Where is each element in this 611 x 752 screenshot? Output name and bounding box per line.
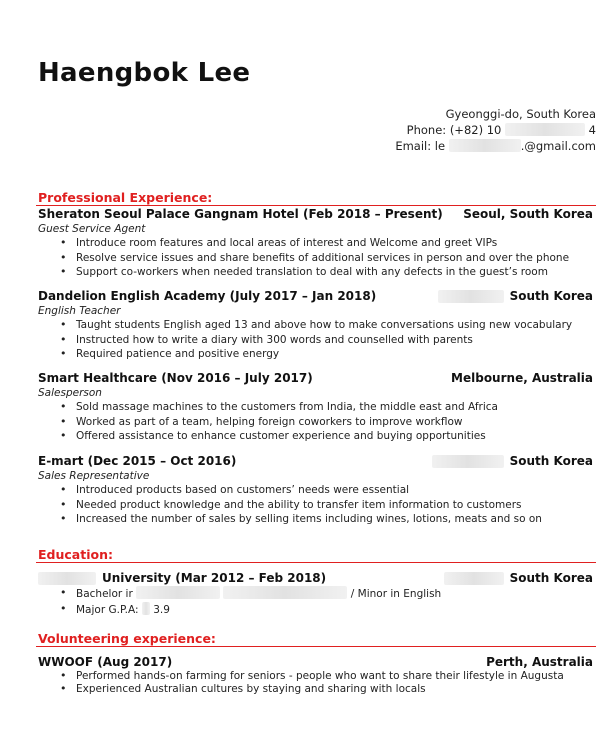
redacted-city [438,290,504,303]
redacted-major [223,586,347,599]
bachelor-suffix: / Minor in English [350,588,442,600]
redacted-phone [505,123,585,136]
job-title: Sheraton Seoul Palace Gangnam Hotel (Feb 2018 – Present) [38,207,443,221]
list-item: • Taught students English aged 13 and above how to make conversations using new vocabulary [76,318,593,333]
list-item [76,586,593,602]
job-header [38,371,593,386]
email-suffix: .@gmail.com [520,139,596,153]
job-location: Seoul, South Korea [463,207,593,221]
education-title: University (Mar 2012 – Feb 2018) [102,571,327,585]
education-location-wrap [444,571,593,586]
list-item [76,602,593,618]
contact-location: Gyeonggi-do, South Korea [445,107,596,121]
volunteer-title: WWOOF (Aug 2017) [38,655,173,669]
job-role: Sales Representative [38,470,150,482]
volunteer-location: Perth, Australia [486,655,593,669]
job-header [38,454,593,469]
job-role: Guest Service Agent [38,223,146,235]
job-entry [38,207,593,280]
job-bullets [38,483,593,527]
job-entry [38,371,593,444]
job-header [38,207,593,222]
gpa-value: 3.9 [153,603,170,616]
list-item: • Needed product knowledge and the ability to transfer item information to customers [76,498,593,513]
section-title: Professional Experience: [36,191,596,206]
redacted-gpa [142,602,150,615]
job-header [38,289,593,304]
job-location: South Korea [509,454,593,468]
list-item: • Offered assistance to enhance customer experience and buying opportunities [76,429,593,444]
job-bullets [38,318,593,362]
education-header [38,571,593,586]
job-bullets [38,400,593,444]
volunteer-bullets [38,670,593,695]
redacted-email [449,139,521,152]
volunteer-entry [38,655,593,695]
section-title: Volunteering experience: [36,632,596,647]
list-item: • Resolve service issues and share benefits of additional services in person and over the phone [76,251,593,266]
bachelor-prefix: Bachelor ir [76,588,133,600]
list-item: • Introduced products based on customers’ needs were essential [76,483,593,498]
list-item: • Worked as part of a team, helping foreign coworkers to improve workflow [76,415,593,430]
list-item: • Experienced Australian cultures by staying and sharing with locals [76,683,593,696]
job-entry [38,454,593,527]
job-title: Dandelion English Academy (July 2017 – Jan 2018) [38,289,377,303]
section-education [36,548,596,563]
phone-suffix: 4 [588,123,596,137]
job-bullets [38,236,593,280]
redacted-city [432,455,504,468]
contact-phone [395,122,596,138]
list-item: • Required patience and positive energy [76,347,593,362]
list-item: • Support co-workers when needed translation to deal with any defects in the guest’s room [76,265,593,280]
job-role: Salesperson [38,387,102,399]
education-bullets [38,586,593,617]
contact-block [395,106,596,154]
job-location-wrap [432,454,593,469]
education-entry [38,571,593,617]
education-location: South Korea [509,571,593,585]
job-title: Smart Healthcare (Nov 2016 – July 2017) [38,371,313,385]
list-item: • Instructed how to write a diary with 300 words and counselled with parents [76,333,593,348]
section-volunteering [36,632,596,647]
list-item: • Increased the number of sales by selling items including wines, lotions, meats and so on [76,512,593,527]
redacted-major [136,586,220,599]
job-role: English Teacher [38,305,121,317]
volunteer-header [38,655,593,670]
contact-email [395,138,596,154]
job-location: South Korea [509,289,593,303]
email-prefix: Email: le [395,139,446,153]
job-location: Melbourne, Australia [451,371,593,385]
section-professional [36,191,596,206]
list-item: • Performed hands-on farming for seniors - people who want to share their lifestyle in Augusta [76,670,593,683]
list-item: • Introduce room features and local areas of interest and Welcome and greet VIPs [76,236,593,251]
gpa-prefix: Major G.P.A: [76,603,139,616]
job-title: E-mart (Dec 2015 – Oct 2016) [38,454,237,468]
redacted-university [38,572,96,585]
phone-prefix: Phone: (+82) 10 [406,123,502,137]
job-location-wrap [438,289,593,304]
section-title: Education: [36,548,596,563]
education-title-wrap [38,571,326,586]
redacted-city [444,572,504,585]
list-item: • Sold massage machines to the customers from India, the middle east and Africa [76,400,593,415]
job-entry [38,289,593,362]
resume-name: Haengbok Lee [38,58,251,88]
